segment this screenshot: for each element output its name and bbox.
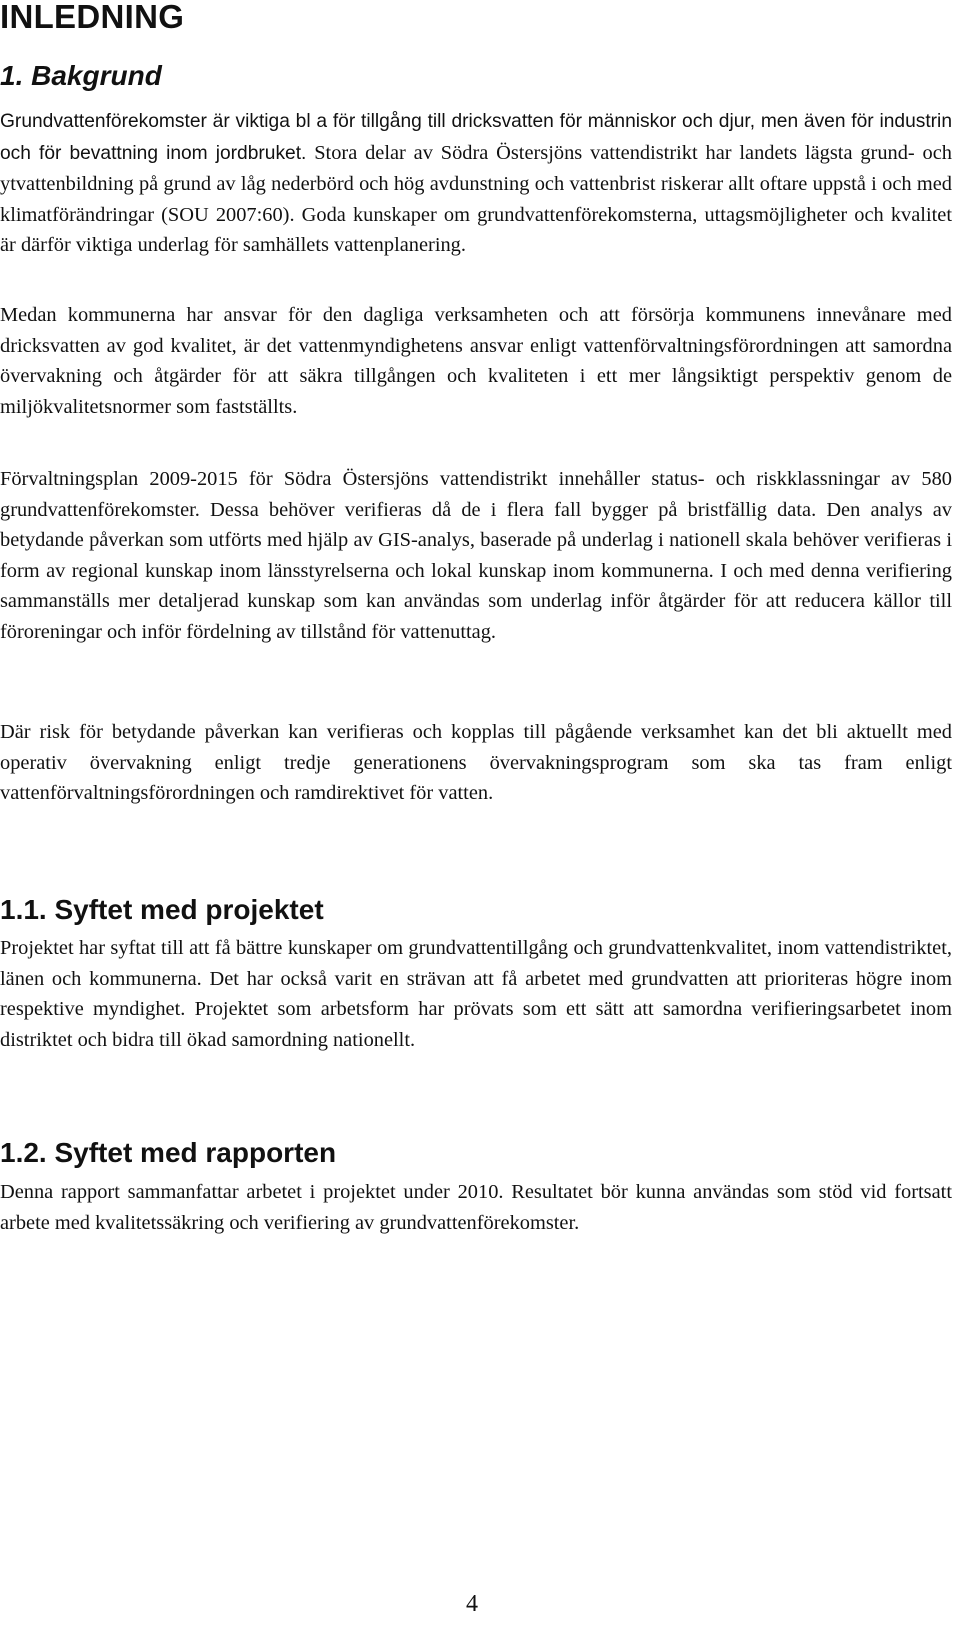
page-number: 4 [466, 1591, 478, 1617]
paragraph-bakgrund-1-sans: Grundvattenförekomster är viktiga bl a för tillgång till dricksvatten för människor och djur, men även för industrin och för bevattning inom jordbruket. [0, 111, 952, 164]
section-heading-syftet-med-projektet: 1.1. Syftet med projektet [0, 894, 324, 925]
section-heading-bakgrund: 1. Bakgrund [0, 60, 162, 91]
paragraph-bakgrund-2: Medan kommunerna har ansvar för den dagliga verksamheten och att försörja kommunens innevånare med dricksvatten av god kvalitet, är det vattenmyndighetens ansvar enligt vattenförvaltningsförordningen att samordna övervakning och åtgärder för att säkra tillgången och kvaliteten i ett mer långsiktigt perspektiv genom de miljökvalitetsnormer som fastställts. [0, 304, 952, 418]
paragraph-bakgrund-1-serif-a: Stora delar av Södra Östersjöns vattendistrikt har landets lägsta grund- och ytvattenbildning på grund av låg nederbörd och hög avdunstning och vattenbrist riskerar allt oftare uppstå i och med klimatförändringar (SOU 2007:60). [0, 141, 952, 226]
paragraph-bakgrund-3: Förvaltningsplan 2009-2015 för Södra Östersjöns vattendistrikt innehåller status- och riskklassningar av 580 grundvattenförekomster. Dessa behöver verifieras då de i flera fall bygger på bristfällig data. Den analys av betydande påverkan som utförts med hjälp av GIS-analys, baserade på underlag i nationell skala behöver verifieras i form av regional kunskap inom länsstyrelserna och lokal kunskap inom kommunerna. I och med denna verifiering sammanställs mer detaljerad kunskap som kan användas som underlag inför åtgärder för att reducera källor till föroreningar och inför fördelning av tillstånd för vattenuttag. [0, 468, 952, 643]
paragraph-syftet-med-rapporten: Denna rapport sammanfattar arbetet i projektet under 2010. Resultatet bör kunna användas som stöd vid fortsatt arbete med kvalitetssäkring och verifiering av grundvattenförekomster. [0, 1181, 952, 1234]
chapter-title: INLEDNING [0, 0, 185, 35]
paragraph-syftet-med-projektet: Projektet har syftat till att få bättre kunskaper om grundvattentillgång och grundvattenkvalitet, inom vattendistriktet, länen och kommunerna. Det har också varit en strävan att få arbetet med grundvatten att prioriteras högre inom respektive myndighet. Projektet som arbetsform har prövats som ett sätt att samordna verifieringsarbetet inom distriktet och bidra till ökad samordning nationellt. [0, 937, 952, 1051]
paragraph-bakgrund-1 [0, 106, 952, 261]
section-heading-syftet-med-rapporten: 1.2. Syftet med rapporten [0, 1137, 337, 1168]
paragraph-bakgrund-1-serif-b: Goda kunskaper om grundvattenförekomsterna, uttagsmöjligheter och kvalitet är därför viktiga underlag för samhällets vattenplanering. [0, 203, 952, 257]
paragraph-bakgrund-4: Där risk för betydande påverkan kan verifieras och kopplas till pågående verksamhet kan det bli aktuellt med operativ övervakning enligt tredje generationens övervakningsprogram som ska tas fram enligt vattenförvaltningsförordningen och ramdirektivet för vatten. [0, 721, 952, 805]
